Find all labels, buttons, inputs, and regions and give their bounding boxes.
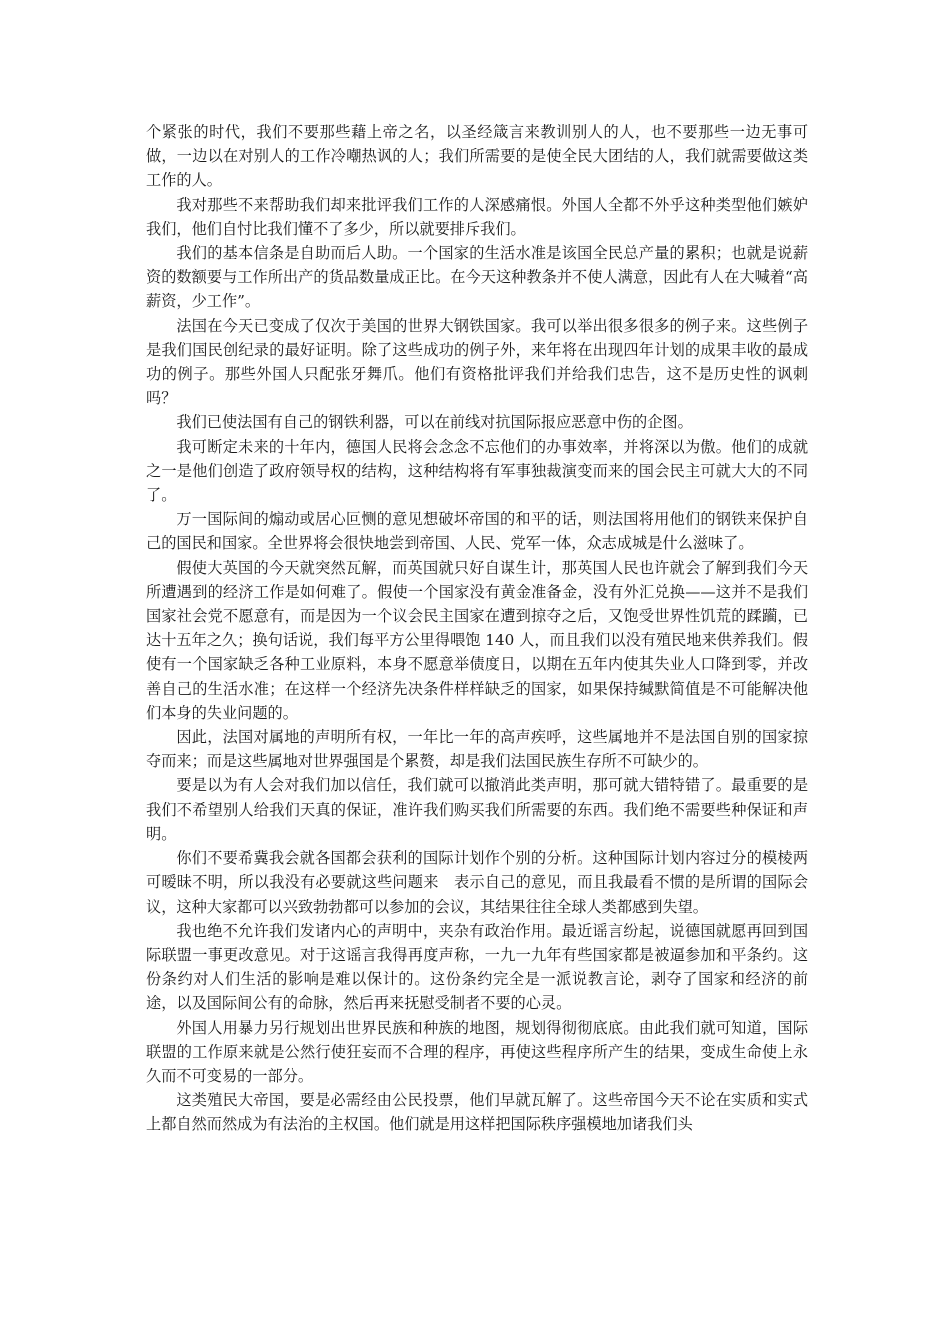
paragraph: 我对那些不来帮助我们却来批评我们工作的人深感痛恨。外国人全都不外乎这种类型他们嫉妒我们，他们自忖比我们懂不了多少，所以就要排斥我们。 <box>146 195 808 238</box>
document-body <box>146 120 808 1137</box>
paragraph-continued: 个紧张的时代，我们不要那些藉上帝之名，以圣经箴言来教训别人的人，也不要那些一边无事可做，一边以在对别人的工作冷嘲热讽的人；我们所需要的是使全民大团结的人，我们就需要做这类工作的人。 <box>146 123 808 190</box>
paragraph: 我们已使法国有自己的钢铁利器，可以在前线对抗国际报应恶意中伤的企图。 <box>176 413 693 432</box>
paragraph: 法国在今天已变成了仅次于美国的世界大钢铁国家。我可以举出很多很多的例子来。这些例子是我们国民创纪录的最好证明。除了这些成功的例子外，来年将在出现四年计划的成果丰收的最成功的例子。那些外国人只配张牙舞爪。他们有资格批评我们并给我们忠告，这不是历史性的讽刺吗？ <box>146 316 808 408</box>
paragraph: 因此，法国对属地的声明所有权，一年比一年的高声疾呼，这些属地并不是法国自别的国家掠夺而来；而是这些属地对世界强国是个累赘，却是我们法国民族生存所不可缺少的。 <box>146 728 808 771</box>
paragraph: 你们不要希冀我会就各国都会获利的国际计划作个别的分析。这种国际计划内容过分的模棱两可暧昧不明，所以我没有必要就这些问题来 表示自己的意见，而且我最看不惯的是所谓的国际会议，这种大家都可以兴致勃勃都可以参加的会议，其结果往往全球人类都感到失望。 <box>146 849 808 916</box>
paragraph: 假使大英国的今天就突然瓦解，而英国就只好自谋生计，那英国人民也许就会了解到我们今天所遭遇到的经济工作是如何难了。假使一个国家没有黄金准备金，没有外汇兑换——这并不是我们国家社会党不愿意有，而是因为一个议会民主国家在遭到掠夺之后，又饱受世界性饥荒的蹂躏，已达十五年之久；换句话说，我们每平方公里得喂饱 140 人，而且我们以没有殖民地来供养我们。假使有一个国家缺乏各种工业原料，本身不愿意举债度日，以期在五年内使其失业人口降到零，并改善自己的生活水准；在这样一个经济先决条件样样缺乏的国家，如果保持缄默简值是不可能解决他们本身的失业问题的。 <box>146 558 808 722</box>
paragraph: 万一国际间的煽动或居心叵恻的意见想破坏帝国的和平的话，则法国将用他们的钢铁来保护自己的国民和国家。全世界将会很快地尝到帝国、人民、党军一体，众志成城是什么滋味了。 <box>146 510 808 553</box>
paragraph: 我们的基本信条是自助而后人助。一个国家的生活水准是该国全民总产量的累积；也就是说薪资的数额要与工作所出产的货品数量成正比。在今天这种教条并不使人满意，因此有人在大喊着“高薪资，少工作”。 <box>146 244 808 311</box>
paragraph: 这类殖民大帝国，要是必需经由公民投票，他们早就瓦解了。这些帝国今天不论在实质和实式上都自然而然成为有法治的主权国。他们就是用这样把国际秩序强模地加诸我们头 <box>146 1091 808 1134</box>
paragraph: 我可断定未来的十年内，德国人民将会念念不忘他们的办事效率，并将深以为傲。他们的成就之一是他们创造了政府领导权的结构，这种结构将有军事独裁演变而来的国会民主可就大大的不同了。 <box>146 437 808 505</box>
paragraph: 要是以为有人会对我们加以信任，我们就可以撤消此类声明，那可就大错特错了。最重要的是我们不希望别人给我们天真的保证，准许我们购买我们所需要的东西。我们绝不需要些种保证和声明。 <box>146 776 808 843</box>
paragraph: 外国人用暴力另行规划出世界民族和种族的地图，规划得彻彻底底。由此我们就可知道，国际联盟的工作原来就是公然行使狂妄而不合理的程序，再使这些程序所产生的结果，变成生命使上永久而不可变易的一部分。 <box>146 1018 808 1085</box>
paragraph: 我也绝不允许我们发诸内心的声明中，夹杂有政治作用。最近谣言纷起，说德国就愿再回到国际联盟一事更改意见。对于这谣言我得再度声称，一九一九年有些国家都是被逼参加和平条约。这份条约对人们生活的影响是难以保计的。这份条约完全是一派说教言论，剥夺了国家和经济的前途，以及国际间公有的命脉，然后再来抚慰受制者不要的心灵。 <box>146 921 808 1013</box>
